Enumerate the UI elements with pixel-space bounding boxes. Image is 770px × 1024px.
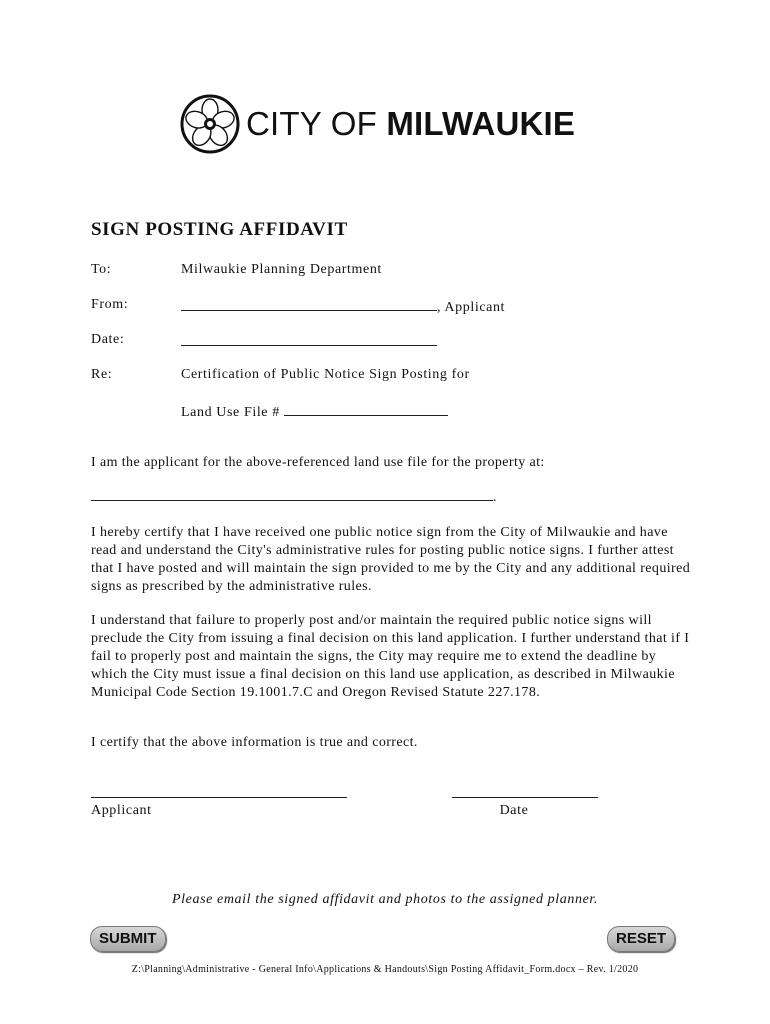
logo-city-text: CITY OF [246, 105, 387, 142]
to-value: Milwaukie Planning Department [181, 262, 382, 277]
re-value: Certification of Public Notice Sign Posting for [181, 367, 470, 382]
certify-paragraph: I hereby certify that I have received one public notice sign from the City of Milwaukie and have read and understand the City's administrative rules for posting public notice signs. I further attest that I have posted and will maintain the sign provided to me by the City and any additional required signs as prescribed by the administrative rules. [91, 525, 691, 594]
applicant-signature-label: Applicant [91, 803, 152, 818]
from-label: From: [91, 297, 129, 312]
logo-wordmark [246, 105, 575, 143]
re-label: Re: [91, 367, 113, 382]
property-row: . [91, 487, 497, 506]
flower-logo-icon [180, 94, 240, 154]
land-use-file-field[interactable] [284, 402, 448, 416]
file-label: Land Use File # [181, 405, 280, 420]
correct-paragraph: I certify that the above information is true and correct. [91, 735, 418, 750]
from-applicant-field[interactable] [181, 297, 437, 311]
submit-button[interactable]: SUBMIT [90, 926, 166, 952]
reset-button[interactable]: RESET [607, 926, 675, 952]
logo-name-text: MILWAUKIE [386, 105, 576, 142]
from-row [181, 297, 505, 316]
date-label: Date: [91, 332, 125, 347]
date-field[interactable] [181, 332, 437, 346]
document-title: SIGN POSTING AFFIDAVIT [91, 219, 348, 240]
property-paragraph: I am the applicant for the above-referenced land use file for the property at: [91, 455, 545, 470]
date-row [181, 332, 437, 351]
city-logo [180, 92, 575, 156]
applicant-signature-field[interactable] [91, 784, 347, 798]
understand-paragraph: I understand that failure to properly post and/or maintain the required public notice signs will preclude the City from issuing a final decision on this land application. I further understand that if I fail to properly post and maintain the signs, the City may require me to extend the deadline by which the City must issue a final decision on this land use application, as described in Milwaukie Municipal Code Section 19.1001.7.C and Oregon Revised Statute 227.178. [91, 613, 690, 700]
signature-date-field[interactable] [452, 784, 598, 798]
email-instruction: Please email the signed affidavit and photos to the assigned planner. [172, 892, 598, 907]
file-row [181, 402, 448, 421]
property-address-field[interactable] [91, 487, 493, 501]
to-label: To: [91, 262, 112, 277]
file-path-footer: Z:\Planning\Administrative - General Info\Applications & Handouts\Sign Posting Affidavit_Form.docx – Rev. 1/2020 [131, 964, 639, 975]
signature-date-label: Date [499, 803, 529, 818]
from-suffix: , Applicant [437, 300, 506, 315]
